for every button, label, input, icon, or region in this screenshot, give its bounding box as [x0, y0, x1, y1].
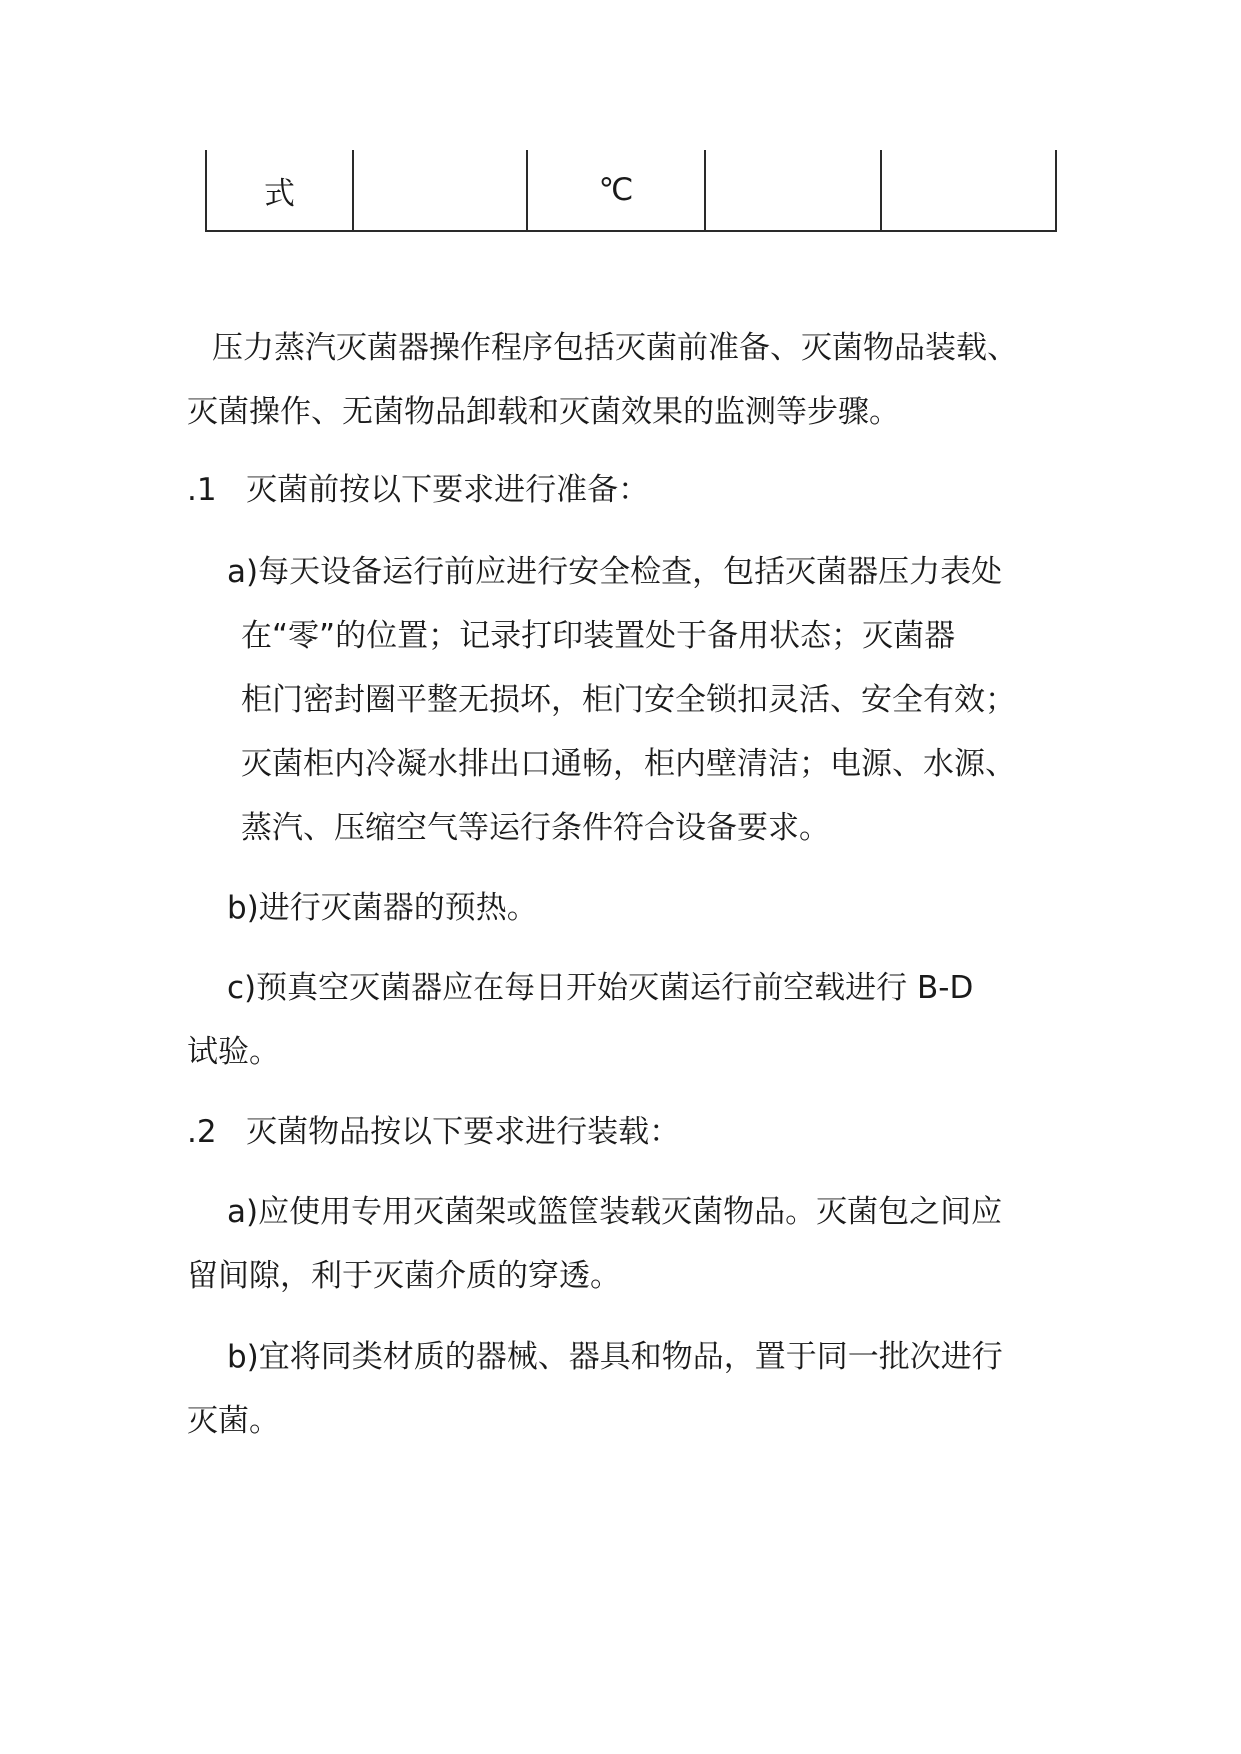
- paragraph-line: 留间隙，利于灭菌介质的穿透。: [187, 1258, 621, 1294]
- paragraph-line: a)应使用专用灭菌架或篮筐装载灭菌物品。灭菌包之间应: [227, 1194, 1003, 1230]
- section-2-item-b: [187, 1325, 1067, 1453]
- section-1-item-c: [187, 956, 1067, 1084]
- paragraph-line: 蒸汽、压缩空气等运行条件符合设备要求。: [241, 810, 830, 846]
- paragraph-line: 试验。: [187, 1034, 280, 1070]
- table-cell: [352, 150, 526, 230]
- paragraph-line: 柜门密封圈平整无损坏，柜门安全锁扣灵活、安全有效；: [241, 682, 1016, 718]
- paragraph-line: 在“零”的位置；记录打印装置处于备用状态；灭菌器: [241, 618, 956, 654]
- section-heading: .2 灭菌物品按以下要求进行装载：: [187, 1114, 681, 1150]
- paragraph-line: b)进行灭菌器的预热。: [227, 890, 538, 926]
- section-1-item-b: [187, 876, 1067, 940]
- intro-line-1: 压力蒸汽灭菌器操作程序包括灭菌前准备、灭菌物品装载、: [212, 330, 1018, 366]
- intro-line-2: 灭菌操作、无菌物品卸载和灭菌效果的监测等步骤。: [187, 394, 900, 430]
- section-heading: .1 灭菌前按以下要求进行准备：: [187, 472, 650, 508]
- intro-paragraph: [187, 316, 1067, 444]
- table-cell: [880, 150, 1055, 230]
- section-1-item-a: [187, 540, 1067, 860]
- paragraph-line: a)每天设备运行前应进行安全检查，包括灭菌器压力表处: [227, 554, 1003, 590]
- table-cell: [704, 150, 880, 230]
- section-2-heading: [187, 1100, 1067, 1164]
- table-cell: 式: [264, 175, 295, 212]
- table-row-fragment: [205, 150, 1057, 232]
- paragraph-line: 灭菌柜内冷凝水排出口通畅，柜内壁清洁；电源、水源、: [241, 746, 1016, 782]
- section-2-item-a: [187, 1180, 1067, 1308]
- section-1-heading: [187, 458, 1067, 522]
- paragraph-line: 灭菌。: [187, 1403, 280, 1439]
- paragraph-line: c)预真空灭菌器应在每日开始灭菌运行前空载进行 B-D: [227, 970, 974, 1006]
- table-cell: ℃: [526, 150, 704, 230]
- paragraph-line: b)宜将同类材质的器械、器具和物品，置于同一批次进行: [227, 1339, 1003, 1375]
